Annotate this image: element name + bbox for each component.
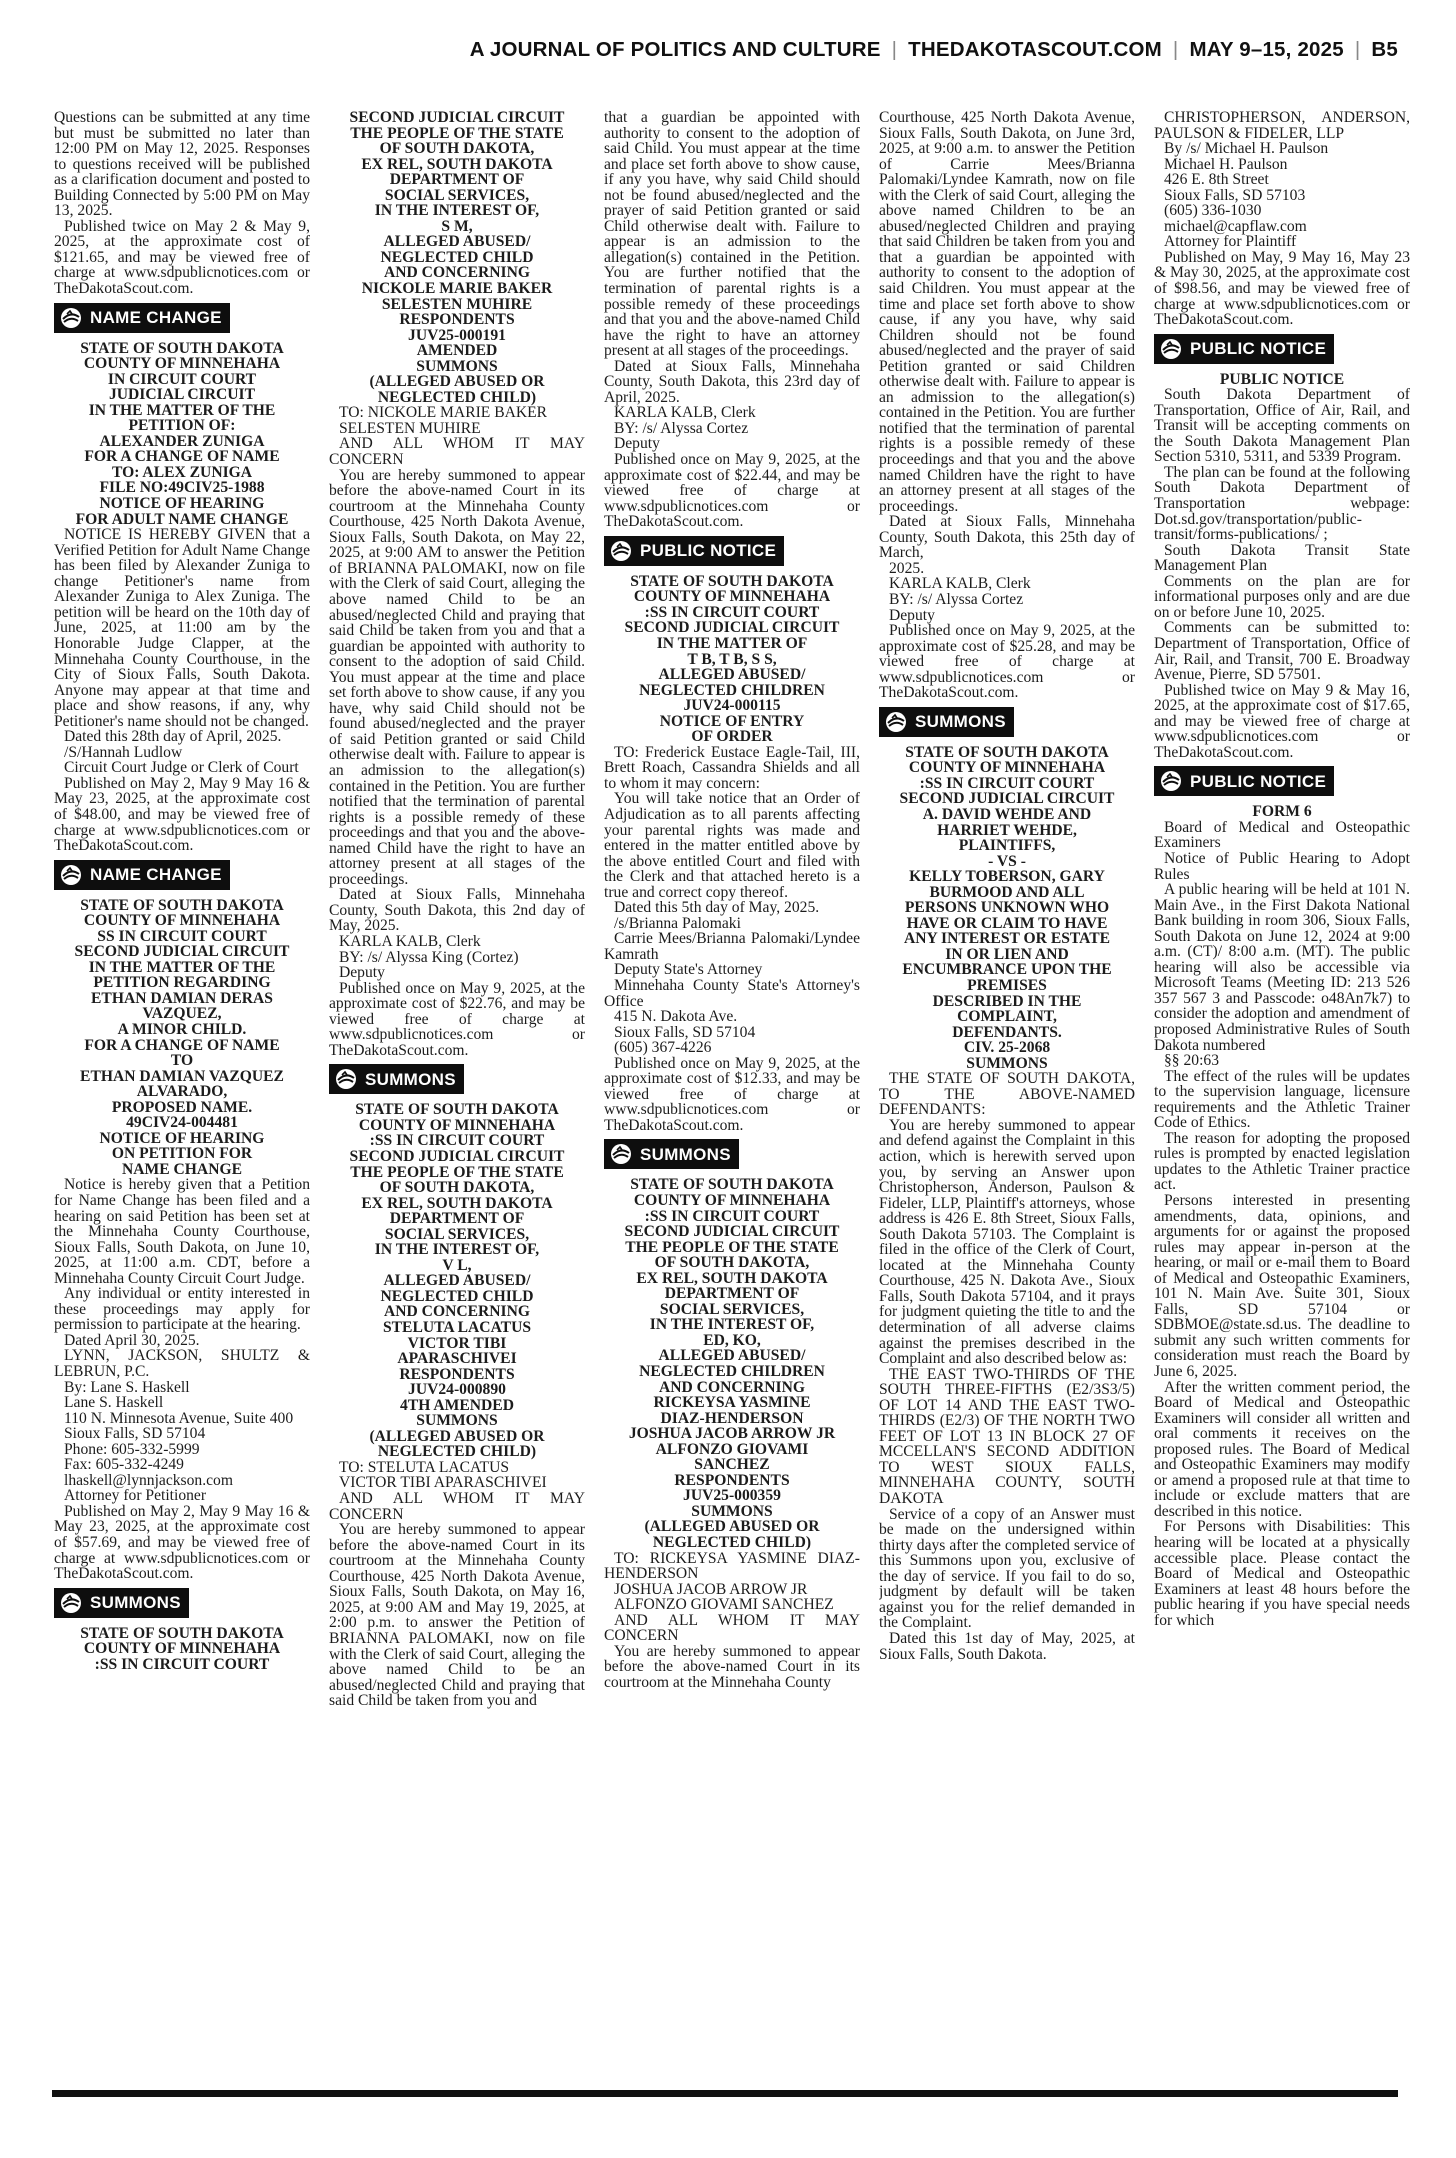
notice-caption: STATE OF SOUTH DAKOTA COUNTY OF MINNEHAHA IN CIRCUIT COURT JUDICIAL CIRCUIT IN THE MATTER OF THE PETITION OF: ALEXANDER ZUNIGA FOR A CHANGE OF NAME TO: ALEX ZUNIGA FILE NO:49CIV25-1988 NOTICE OF HEARING FOR ADULT NAME CHANGE xyxy=(75,339,289,528)
notice-paragraph: (605) 336-1030 xyxy=(1164,202,1262,220)
notice-paragraph: Sioux Falls, SD 57104 xyxy=(614,1023,756,1041)
notice-paragraph: Board of Medical and Osteopathic Examiners xyxy=(1154,818,1410,852)
notice-paragraph: VICTOR TIBI APARASCHIVEI xyxy=(339,1474,547,1492)
notice-paragraph: that a guardian be appointed with authority to consent to the adoption of said Child. You must appear at the time and place set forth above to show cause, if any you have, why said Child should not be found abused/neglected and the prayer of said Petition granted or said Child otherwise dealt with. Failure to appear is an admission to the allegation(s) contained in the Petition. You are further notified that the termination of parental rights is a possible remedy of these proceedings and that you and the above-named Child have the right to have an attorney present at all stages of the proceedings. xyxy=(604,110,860,360)
header-separator: | xyxy=(1354,38,1361,61)
scout-logo-icon xyxy=(608,1142,634,1166)
scout-logo-icon xyxy=(1158,769,1184,793)
notice-section-heading xyxy=(329,1064,464,1094)
notice-section-heading xyxy=(54,860,230,890)
notice-paragraph: Courthouse, 425 North Dakota Avenue, Sioux Falls, South Dakota, on June 3rd, 2025, at 9:00 a.m. to answer the Petition of Carrie Mees/Brianna Palomaki/Lyndee Kamrath, now on file with the Clerk of said Court, alleging the above named Children to be an abused/neglected Children and praying that said Children be taken from you and that a guardian be appointed with authority to consent to the adoption of said Children. You must appear at the time and place set forth above to show cause, if any you have, why said Children should not be found abused/neglected and the prayer of said Petition granted or said Children otherwise dealt with. Failure to appear is an admission to the allegation(s) contained in the Petition. You are further notified that the termination of parental rights is a possible remedy of these proceedings and that you and the above named Children have the right to have an attorney present at all stages of the proceedings. xyxy=(879,110,1135,515)
scout-logo-icon xyxy=(58,306,84,330)
scout-logo-icon xyxy=(1158,337,1184,361)
header-separator: | xyxy=(1172,38,1179,61)
notice-paragraph: Dated at Sioux Falls, Minnehaha County, South Dakota, this 2nd day of May, 2025. xyxy=(329,886,585,935)
notice-paragraph: KARLA KALB, Clerk xyxy=(614,404,756,422)
notice-paragraph: 415 N. Dakota Ave. xyxy=(614,1008,738,1026)
notice-paragraph: Published on May, 9 May 16, May 23 & May 30, 2025, at the approximate cost of $98.56, and may be viewed free of charge at www.sdpublicnotices.com or TheDakotaScout.com. xyxy=(1154,248,1410,329)
notice-caption: SECOND JUDICIAL CIRCUIT THE PEOPLE OF THE STATE OF SOUTH DAKOTA, EX REL, SOUTH DAKOTA DEPARTMENT OF SOCIAL SERVICES, IN THE INTEREST OF, S M, ALLEGED ABUSED/ NEGLECTED CHILD AND CONCERNING NICKOLE MARIE BAKER SELESTEN MUHIRE RESPONDENTS JUV25-000191 AMENDED SUMMONS (ALLEGED ABUSED OR NEGLECTED CHILD) xyxy=(349,110,565,406)
notice-paragraph: South Dakota Transit State Management Plan xyxy=(1154,541,1410,575)
notice-paragraph: For Persons with Disabilities: This hearing will be located at a physically accessible place. Please contact the Board of Medical and Osteopathic Examiners at least 48 hours before the public hearing if you have special needs for which xyxy=(1154,1518,1410,1629)
notice-paragraph: BY: /s/ Alyssa Cortez xyxy=(614,419,749,437)
notice-paragraph: Notice is hereby given that a Petition for Name Change has been filed and a hearing on said Petition has been set at the Minnehaha County Courthouse, Sioux Falls, South Dakota, on June 10, 2025, at 11:00 a.m. CDT, before a Minnehaha County Circuit Court Judge. xyxy=(54,1176,310,1287)
notice-paragraph: /S/Hannah Ludlow xyxy=(64,743,183,761)
notice-paragraph: Dated this 1st day of May, 2025, at Sioux Falls, South Dakota. xyxy=(879,1629,1135,1663)
notice-paragraph: Comments on the plan are for informational purposes only and are due on or before June 10, 2025. xyxy=(1154,572,1410,621)
notice-paragraph: 426 E. 8th Street xyxy=(1164,171,1269,189)
notice-paragraph: BY: /s/ Alyssa King (Cortez) xyxy=(339,948,519,966)
column-3 xyxy=(604,110,860,2090)
issue-date: MAY 9–15, 2025 xyxy=(1189,38,1344,61)
notice-paragraph: Published on May 2, May 9 May 16 & May 23, 2025, at the approximate cost of $57.69, and may be viewed free of charge at www.sdpublicnotices.com or TheDakotaScout.com. xyxy=(54,1502,310,1583)
notice-paragraph: You are hereby summoned to appear before the above-named Court in its courtroom at the Minnehaha County xyxy=(604,1642,860,1691)
notice-paragraph: South Dakota Department of Transportation, Office of Air, Rail, and Transit will be accepting comments on the South Dakota Management Plan Section 5310, 5311, and 5339 Program. xyxy=(1154,386,1410,466)
notice-paragraph: Questions can be submitted at any time but must be submitted no later than 12:00 PM on May 12, 2025. Responses to questions received will be published as a clarification document and posted to Building Connected by 5:00 PM on May 13, 2025. xyxy=(54,110,310,220)
notice-paragraph: lhaskell@lynnjackson.com xyxy=(64,1471,233,1489)
notice-paragraph: Sioux Falls, SD 57103 xyxy=(1164,186,1306,204)
notice-section-heading xyxy=(1154,766,1334,796)
notice-paragraph: /s/Brianna Palomaki xyxy=(614,914,741,932)
notice-caption: STATE OF SOUTH DAKOTA COUNTY OF MINNEHAHA :SS IN CIRCUIT COURT xyxy=(80,1624,284,1673)
notice-paragraph: Published once on May 9, 2025, at the approximate cost of $22.76, and may be viewed free of charge at www.sdpublicnotices.com or TheDakotaScout.com. xyxy=(329,979,585,1059)
notice-caption: STATE OF SOUTH DAKOTA COUNTY OF MINNEHAHA SS IN CIRCUIT COURT SECOND JUDICIAL CIRCUIT IN THE MATTER OF THE PETITION REGARDING ETHAN DAMIAN DERAS VAZQUEZ, A MINOR CHILD. FOR A CHANGE OF NAME TO ETHAN DAMIAN VAZQUEZ ALVARADO, PROPOSED NAME. 49CIV24-004481 NOTICE OF HEARING ON PETITION FOR NAME CHANGE xyxy=(74,896,290,1178)
notice-paragraph: The effect of the rules will be updates to the supervision language, licensure requirements and the Athletic Trainer Code of Ethics. xyxy=(1154,1067,1410,1132)
notice-paragraph: Published twice on May 2 & May 9, 2025, at the approximate cost of $121.65, and may be viewed free of charge at www.sdpublicnotices.com or TheDakotaScout.com. xyxy=(54,217,310,298)
notice-paragraph: KARLA KALB, Clerk xyxy=(339,932,481,950)
notice-paragraph: Published once on May 9, 2025, at the approximate cost of $12.33, and may be viewed free of charge at www.sdpublicnotices.com or TheDakotaScout.com. xyxy=(604,1054,860,1134)
notice-caption: STATE OF SOUTH DAKOTA COUNTY OF MINNEHAHA :SS IN CIRCUIT COURT SECOND JUDICIAL CIRCUIT IN THE MATTER OF T B, T B, S S, ALLEGED ABUSED/ NEGLECTED CHILDREN JUV24-000115 NOTICE OF ENTRY OF ORDER xyxy=(624,572,840,746)
notice-paragraph: Sioux Falls, SD 57104 xyxy=(64,1425,206,1443)
notice-section-heading xyxy=(1154,334,1334,364)
notice-paragraph: AND ALL WHOM IT MAY CONCERN xyxy=(329,435,585,469)
header-separator: | xyxy=(891,38,898,61)
notice-paragraph: JOSHUA JACOB ARROW JR xyxy=(614,1580,808,1598)
scout-logo-icon xyxy=(58,1591,84,1615)
page-header xyxy=(0,38,1398,62)
notice-paragraph: Dated this 5th day of May, 2025. xyxy=(614,899,820,917)
notice-paragraph: Carrie Mees/Brianna Palomaki/Lyndee Kamrath xyxy=(604,930,860,963)
notice-paragraph: Attorney for Petitioner xyxy=(64,1487,207,1505)
scout-logo-icon xyxy=(883,710,909,734)
notice-caption: STATE OF SOUTH DAKOTA COUNTY OF MINNEHAHA :SS IN CIRCUIT COURT SECOND JUDICIAL CIRCUIT THE PEOPLE OF THE STATE OF SOUTH DAKOTA, EX REL, SOUTH DAKOTA DEPARTMENT OF SOCIAL SERVICES, IN THE INTEREST OF, ED, KO, ALLEGED ABUSED/ NEGLECTED CHILDREN AND CONCERNING RICKEYSA YASMINE DIAZ-HENDERSON JOSHUA JACOB ARROW JR ALFONZO GIOVAMI SANCHEZ RESPONDENTS JUV25-000359 SUMMONS (ALLEGED ABUSED OR NEGLECTED CHILD) xyxy=(624,1176,840,1552)
notice-paragraph: Dated at Sioux Falls, Minnehaha County, South Dakota, this 23rd day of April, 2025. xyxy=(604,357,860,406)
notice-paragraph: Phone: 605-332-5999 xyxy=(64,1440,200,1458)
site-name: THEDAKOTASCOUT.COM xyxy=(908,38,1162,61)
notice-paragraph: Dated at Sioux Falls, Minnehaha County, South Dakota, this 25th day of March, xyxy=(879,513,1135,562)
notice-section-heading xyxy=(604,536,784,566)
notice-paragraph: Persons interested in presenting amendments, data, opinions, and arguments for or against the proposed rules may appear in-person at the hearing, or mail or e-mail them to Board of Medical and Osteopathic Examiners, 101 N. Main Ave. Suite 301, Sioux Falls, SD 57104 or SDBMOE@state.sd.us. The deadline to submit any such written comments for consideration must reach the Board by June 6, 2025. xyxy=(1154,1192,1410,1381)
column-2 xyxy=(329,110,585,2090)
notice-paragraph: BY: /s/ Alyssa Cortez xyxy=(889,590,1024,608)
column-1 xyxy=(54,110,310,2090)
notice-paragraph: AND ALL WHOM IT MAY CONCERN xyxy=(329,1490,585,1523)
notice-paragraph: Comments can be submitted to: Department of Transportation, Office of Air, Rail, and Transit, 700 E. Broadway Avenue, Pierre, SD 57501. xyxy=(1154,619,1410,684)
notice-paragraph: TO: NICKOLE MARIE BAKER xyxy=(339,404,548,422)
notice-paragraph: Published once on May 9, 2025, at the approximate cost of $25.28, and may be viewed free of charge at www.sdpublicnotices.com or TheDakotaScout.com. xyxy=(879,622,1135,702)
notice-paragraph: KARLA KALB, Clerk xyxy=(889,575,1031,593)
notice-section-heading xyxy=(604,1139,739,1169)
notice-paragraph: AND ALL WHOM IT MAY CONCERN xyxy=(604,1611,860,1645)
notice-paragraph: Service of a copy of an Answer must be made on the undersigned within thirty days after the completed service of this Summons upon you, exclusive of the day of service. If you fail to do so, judgment by default will be taken against you for the relief demanded in the Complaint. xyxy=(879,1505,1135,1632)
notice-paragraph: SELESTEN MUHIRE xyxy=(339,419,481,437)
notice-paragraph: TO: STELUTA LACATUS xyxy=(339,1458,509,1476)
column-4 xyxy=(879,110,1135,2090)
section-heading-label: SUMMONS xyxy=(640,1144,731,1164)
section-heading-label: PUBLIC NOTICE xyxy=(640,540,777,560)
notice-paragraph: The plan can be found at the following South Dakota Department of Transportation webpage: Dot.sd.gov/transportation/public-transit/forms-publications/ ; xyxy=(1154,463,1410,544)
notice-paragraph: Deputy State's Attorney xyxy=(614,961,763,979)
notice-paragraph: THE EAST TWO-THIRDS OF THE SOUTH THREE-FIFTHS (E2/3S3/5) OF LOT 14 AND THE EAST TWO-THIRDS (E2/3) OF THE NORTH TWO FEET OF LOT 13 IN BLOCK 27 OF MCCELLAN'S SECOND ADDITION TO WEST SIOUX FALLS, MINNEHAHA COUNTY, SOUTH DAKOTA xyxy=(879,1365,1135,1508)
notice-paragraph: Deputy xyxy=(889,606,935,624)
notice-paragraph: You are hereby summoned to appear before the above-named Court in its courtroom at the Minnehaha County Courthouse, 425 North Dakota Avenue, Sioux Falls, South Dakota, on May 16, 2025, at 9:00 AM and May 19, 2025, at 2:00 p.m. to answer the Petition of BRIANNA PALOMAKI, now on file with the Clerk of said Court, alleging the above named Child to be an abused/neglected Child and praying that said Child be taken from you and xyxy=(329,1521,585,1710)
column-5 xyxy=(1154,110,1410,2090)
notice-paragraph: CHRISTOPHERSON, ANDERSON, PAULSON & FIDELER, LLP xyxy=(1154,110,1410,142)
page-number: B5 xyxy=(1371,38,1398,61)
notice-paragraph: (605) 367-4226 xyxy=(614,1039,712,1057)
notice-paragraph: Attorney for Plaintiff xyxy=(1164,233,1297,251)
notice-paragraph: You will take notice that an Order of Adjudication as to all parents affecting your parental rights was made and entered in the matter entitled above by the above entitled Court and filed with the Clerk and that attached hereto is a true and correct copy thereof. xyxy=(604,790,860,901)
notice-paragraph: Circuit Court Judge or Clerk of Court xyxy=(64,759,299,777)
section-heading-label: SUMMONS xyxy=(915,712,1006,731)
notice-paragraph: Minnehaha County State's Attorney's Office xyxy=(604,976,860,1010)
notice-section-heading xyxy=(54,1588,189,1618)
notice-paragraph: Dated April 30, 2025. xyxy=(64,1331,200,1349)
notice-paragraph: Published once on May 9, 2025, at the approximate cost of $22.44, and may be viewed free of charge at www.sdpublicnotices.com or TheDakotaScout.com. xyxy=(604,451,860,531)
scout-logo-icon xyxy=(608,539,634,563)
section-heading-label: PUBLIC NOTICE xyxy=(1190,338,1327,358)
section-heading-label: NAME CHANGE xyxy=(90,864,222,884)
notice-paragraph: Published twice on May 9 & May 16, 2025, at the approximate cost of $17.65, and may be viewed free of charge at www.sdpublicnotices.com or TheDakotaScout.com. xyxy=(1154,681,1410,761)
scout-logo-icon xyxy=(58,863,84,887)
notice-paragraph: You are hereby summoned to appear before the above-named Court in its courtroom at the Minnehaha County Courthouse, 425 North Dakota Avenue, Sioux Falls, South Dakota, on May 22, 2025, at 9:00 AM to answer the Petition of BRIANNA PALOMAKI, now on file with the Clerk of said Court, alleging the above named Child to be an abused/neglected Child and praying that said Child be taken from you and that a guardian be appointed with authority to consent to the adoption of said Child. You must appear at the time and place set forth above to show cause, if any you have, why said Child should not be found abused/neglected and the prayer of said Petition granted or said Child otherwise dealt with. Failure to appear is an admission to the allegation(s) contained in the Petition. You are further notified that the termination of parental rights is a possible remedy of these proceedings and that you and the above-named Child have the right to have an attorney present at all stages of the proceedings. xyxy=(329,466,585,888)
notice-paragraph: 110 N. Minnesota Avenue, Suite 400 xyxy=(64,1409,294,1427)
notice-paragraph: NOTICE IS HEREBY GIVEN that a Verified Petition for Adult Name Change has been filed by Alexander Zuniga to change Petitioner's name from Alexander Zuniga to Alex Zuniga. The petition will be heard on the 10th day of June, 2025, at 11:00 am by the Honorable Judge Clapper, at the Minnehaha County Courthouse, in the City of Sioux Falls, South Dakota. Anyone may appear at that time and place and show reasons, if any, why Petitioner's name should not be changed. xyxy=(54,526,310,730)
notice-paragraph: TO: Frederick Eustace Eagle-Tail, III, Brett Roach, Cassandra Shields and all to whom it may concern: xyxy=(604,743,860,792)
section-heading-label: SUMMONS xyxy=(365,1069,456,1089)
notice-paragraph: Lane S. Haskell xyxy=(64,1394,164,1412)
notice-paragraph: Dated this 28th day of April, 2025. xyxy=(64,728,282,746)
notice-paragraph: By: Lane S. Haskell xyxy=(64,1378,190,1396)
notice-caption: PUBLIC NOTICE xyxy=(1219,370,1345,388)
notice-paragraph: Michael H. Paulson xyxy=(1164,155,1288,173)
bottom-rule xyxy=(52,2090,1398,2097)
notice-caption: STATE OF SOUTH DAKOTA COUNTY OF MINNEHAHA :SS IN CIRCUIT COURT SECOND JUDICIAL CIRCUIT A. DAVID WEHDE AND HARRIET WEHDE, PLAINTIFFS, - VS - KELLY TOBERSON, GARY BURMOOD AND ALL PERSONS UNKNOWN WHO HAVE OR CLAIM TO HAVE ANY INTEREST OR ESTATE IN OR LIEN AND ENCUMBRANCE UPON THE PREMISES DESCRIBED IN THE COMPLAINT, DEFENDANTS. CIV. 25-2068 SUMMONS xyxy=(899,743,1115,1072)
notice-paragraph: 2025. xyxy=(889,559,925,577)
journal-tagline: A JOURNAL OF POLITICS AND CULTURE xyxy=(469,38,881,61)
notice-section-heading xyxy=(879,707,1014,737)
notice-paragraph: michael@capflaw.com xyxy=(1164,217,1307,235)
notice-section-heading xyxy=(54,303,230,333)
notice-caption: STATE OF SOUTH DAKOTA COUNTY OF MINNEHAHA :SS IN CIRCUIT COURT SECOND JUDICIAL CIRCUIT THE PEOPLE OF THE STATE OF SOUTH DAKOTA, EX REL, SOUTH DAKOTA DEPARTMENT OF SOCIAL SERVICES, IN THE INTEREST OF, V L, ALLEGED ABUSED/ NEGLECTED CHILD AND CONCERNING STELUTA LACATUS VICTOR TIBI APARASCHIVEI RESPONDENTS JUV24-000890 4TH AMENDED SUMMONS (ALLEGED ABUSED OR NEGLECTED CHILD) xyxy=(349,1101,565,1461)
notice-paragraph: §§ 20:63 xyxy=(1164,1052,1220,1070)
notice-paragraph: Deputy xyxy=(614,435,660,453)
section-heading-label: SUMMONS xyxy=(90,1592,181,1612)
notice-paragraph: Any individual or entity interested in these proceedings may apply for permission to participate at the hearing. xyxy=(54,1285,310,1334)
notice-paragraph: You are hereby summoned to appear and defend against the Complaint in this action, which is herewith served upon you, by serving an Answer upon Christopherson, Anderson, Paulson & Fideler, LLP, Plaintiff's attorneys, whose address is 426 E. 8th Street, Sioux Falls, South Dakota 57103. The Complaint is filed in the office of the Clerk of Court, located at the Minnehaha County Courthouse, 425 N. Dakota Ave., Sioux Falls, South Dakota 57104, and it prays for judgment quieting the title to and the determination of all adverse claims against the premises described in the Complaint and also described below as: xyxy=(879,1116,1135,1368)
notice-paragraph: A public hearing will be held at 101 N. Main Ave., in the First Dakota National Bank building in room 306, Sioux Falls, South Dakota on June 12, 2024 at 9:00 a.m. (CT)/ 8:00 a.m. (MT). The public hearing will also be accessible via Microsoft Teams (Meeting ID: 213 526 357 567 3 and Passcode: o48An7k7) to consider the adoption and amendment of proposed Administrative Rules of South Dakota numbered xyxy=(1154,881,1410,1054)
notice-paragraph: Notice of Public Hearing to Adopt Rules xyxy=(1154,849,1410,883)
notice-paragraph: TO: RICKEYSA YASMINE DIAZ-HENDERSON xyxy=(604,1549,860,1583)
section-heading-label: NAME CHANGE xyxy=(90,307,222,327)
notice-caption: FORM 6 xyxy=(1252,803,1312,821)
notice-paragraph: ALFONZO GIOVAMI SANCHEZ xyxy=(614,1596,834,1614)
notice-paragraph: THE STATE OF SOUTH DAKOTA, TO THE ABOVE-NAMED DEFENDANTS: xyxy=(879,1070,1135,1119)
notice-paragraph: Fax: 605-332-4249 xyxy=(64,1456,184,1474)
notice-paragraph: LYNN, JACKSON, SHULTZ & LEBRUN, P.C. xyxy=(54,1347,310,1381)
notice-paragraph: Published on May 2, May 9 May 16 & May 23, 2025, at the approximate cost of $48.00, and may be viewed free of charge at www.sdpublicnotices.com or TheDakotaScout.com. xyxy=(54,774,310,855)
notice-paragraph: After the written comment period, the Board of Medical and Osteopathic Examiners will consider all written and oral comments it receives on the proposed rules. The Board of Medical and Osteopathic Examiners may modify or amend a proposed rule at that time to include or exclude matters that are described in this notice. xyxy=(1154,1378,1410,1520)
notice-paragraph: The reason for adopting the proposed rules is prompted by enacted legislation updates to the Athletic Trainer practice act. xyxy=(1154,1129,1410,1194)
notice-paragraph: By /s/ Michael H. Paulson xyxy=(1164,140,1329,158)
scout-logo-icon xyxy=(333,1067,359,1091)
section-heading-label: PUBLIC NOTICE xyxy=(1190,771,1327,791)
notice-paragraph: Deputy xyxy=(339,964,385,982)
